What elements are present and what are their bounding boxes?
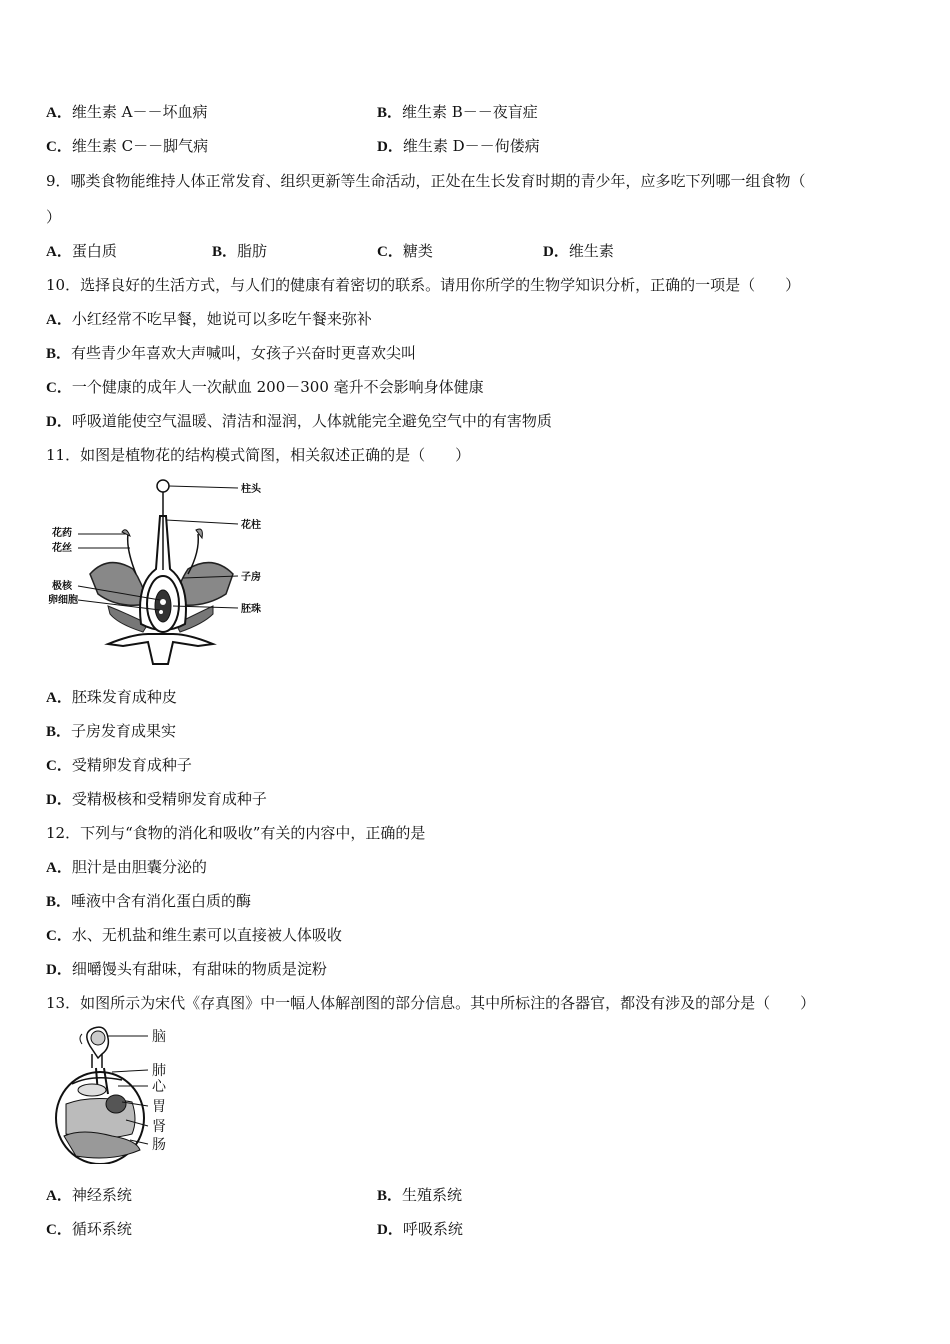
q13-stem: 13．如图所示为宋代《存真图》中一幅人体解剖图的部分信息。其中所标注的各器官，都没有涉及的部分是（ ）	[46, 994, 816, 1012]
label-style: 花柱	[241, 520, 261, 531]
label-filament: 花丝	[52, 543, 72, 554]
q11-option-b[interactable]: B．子房发育成果实	[46, 722, 177, 740]
q10-option-a[interactable]: A．小红经常不吃早餐，她说可以多吃午餐来弥补	[46, 310, 372, 328]
q13-option-b[interactable]: B．生殖系统	[377, 1186, 463, 1204]
q9-option-b[interactable]: B．脂肪	[212, 242, 268, 260]
q11-option-d[interactable]: D．受精极核和受精卵发育成种子	[46, 790, 267, 808]
q9-option-d[interactable]: D．维生素	[543, 242, 614, 260]
q12-option-d[interactable]: D．细嚼馒头有甜味，有甜味的物质是淀粉	[46, 960, 327, 978]
label-heart: 心	[152, 1079, 166, 1095]
q12-stem: 12．下列与“食物的消化和吸收”有关的内容中，正确的是	[46, 824, 426, 842]
q9-stem-line1: 9．哪类食物能维持人体正常发育、组织更新等生命活动，正处在生长发育时期的青少年，应多吃下列哪一组食物（	[46, 172, 806, 190]
label-brain: 脑	[152, 1029, 166, 1045]
q12-option-a[interactable]: A．胆汁是由胆囊分泌的	[46, 858, 207, 876]
q13-option-d[interactable]: D．呼吸系统	[377, 1220, 463, 1238]
label-kidney: 肾	[152, 1119, 166, 1135]
q10-option-c[interactable]: C．一个健康的成年人一次献血 200－300 毫升不会影响身体健康	[46, 378, 484, 396]
label-egg-cell: 卵细胞	[48, 595, 78, 606]
q10-option-b[interactable]: B．有些青少年喜欢大声喊叫，女孩子兴奋时更喜欢尖叫	[46, 344, 417, 362]
q8-option-c[interactable]: C．维生素 C－－脚气病	[46, 137, 209, 155]
label-ovary: 子房	[241, 572, 261, 583]
q8-option-a[interactable]: A．维生素 A－－坏血病	[46, 103, 208, 121]
q8-option-d[interactable]: D．维生素 D－－佝偻病	[377, 137, 540, 155]
label-stomach: 胃	[152, 1099, 166, 1115]
label-ovule: 胚珠	[241, 604, 261, 615]
flower-structure-diagram	[48, 474, 288, 670]
label-intestine: 肠	[152, 1137, 166, 1153]
q13-option-c[interactable]: C．循环系统	[46, 1220, 132, 1238]
q11-stem: 11．如图是植物花的结构模式简图，相关叙述正确的是（ ）	[46, 446, 471, 464]
q10-option-d[interactable]: D．呼吸道能使空气温暖、清洁和湿润，人体就能完全避免空气中的有害物质	[46, 412, 552, 430]
q10-stem: 10．选择良好的生活方式，与人们的健康有着密切的联系。请用你所学的生物学知识分析，正确的一项是（ ）	[46, 276, 801, 294]
q11-option-a[interactable]: A．胚珠发育成种皮	[46, 688, 177, 706]
q13-option-a[interactable]: A．神经系统	[46, 1186, 132, 1204]
q9-stem-line2: ）	[46, 208, 62, 226]
q8-option-b[interactable]: B．维生素 B－－夜盲症	[377, 103, 538, 121]
human-anatomy-diagram	[52, 1024, 182, 1164]
q9-option-c[interactable]: C．糖类	[377, 242, 433, 260]
label-stigma: 柱头	[241, 484, 261, 495]
label-anther: 花药	[52, 528, 72, 539]
q11-option-c[interactable]: C．受精卵发育成种子	[46, 756, 192, 774]
label-polar-nuclei: 极核	[52, 581, 72, 592]
q12-option-b[interactable]: B．唾液中含有消化蛋白质的酶	[46, 892, 252, 910]
label-lung: 肺	[152, 1063, 166, 1079]
q12-option-c[interactable]: C．水、无机盐和维生素可以直接被人体吸收	[46, 926, 342, 944]
q9-option-a[interactable]: A．蛋白质	[46, 242, 117, 260]
